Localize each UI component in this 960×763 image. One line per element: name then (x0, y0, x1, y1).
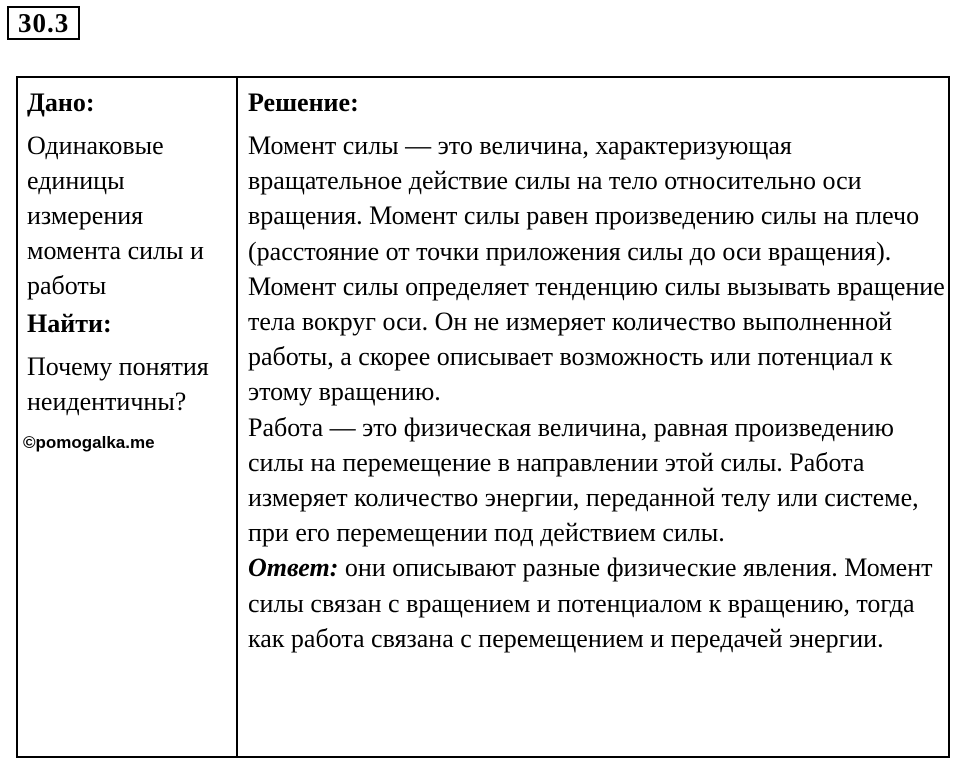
answer-paragraph (248, 550, 948, 656)
watermark: ©pomogalka.me (23, 433, 155, 452)
solution-table (16, 76, 950, 758)
given-column (18, 78, 238, 756)
find-heading: Найти: (27, 309, 112, 338)
solution-heading: Решение: (248, 88, 359, 117)
answer-label: Ответ: (248, 553, 339, 583)
answer-text: они описывают разные физические явления. Момент силы связан с вращением и потенциалом к вращению, тогда как работа связана с перемещением и передачей энергии. (248, 553, 933, 653)
solution-body (248, 128, 948, 656)
solution-column (238, 78, 948, 756)
solution-paragraph-torque: Момент силы — это величина, характеризующая вращательное действие силы на тело относительно оси вращения. Момент силы равен произведению силы на плечо (расстояние от точки приложения силы до оси вращения). Момент силы определяет тенденцию силы вызывать вращение тела вокруг оси. Он не измеряет количество выполненной работы, а скорее описывает возможность или потенциал к этому вращению. (248, 131, 945, 407)
solution-paragraph-work: Работа — это физическая величина, равная произведению силы на перемещение в направлении этой силы. Работа измеряет количество энергии, переданной телу или системе, при его перемещении под действием силы. (248, 412, 919, 548)
problem-number: 30.3 (7, 6, 80, 40)
given-text: Одинаковые единицы измерения момента силы и работы (27, 131, 204, 300)
given-heading: Дано: (27, 88, 95, 117)
find-text: Почему понятия неидентичны? (27, 352, 209, 416)
